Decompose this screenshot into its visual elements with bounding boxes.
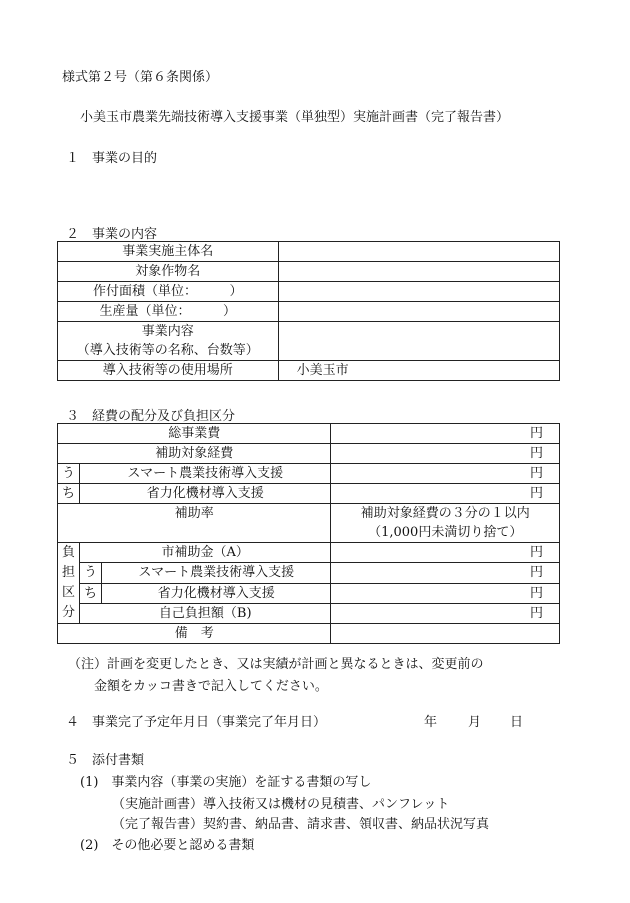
month-label: 月 [468, 715, 482, 730]
section2-heading: ２ 事業の内容 [66, 227, 158, 242]
row-label: 事業実施主体名 [58, 242, 279, 262]
yen-unit: 円 [331, 563, 560, 583]
year-label: 年 [424, 715, 438, 730]
rate-line1: 補助対象経費の３分の１以内 [360, 506, 530, 521]
row-label: 生産量（単位： ） [58, 302, 279, 322]
labor-label: 省力化機材導入支援 [102, 583, 331, 603]
table-row [58, 322, 560, 361]
yen-unit: 円 [331, 444, 560, 464]
yen-unit: 円 [331, 543, 560, 563]
burden-label [58, 543, 80, 624]
project-content-table [57, 241, 560, 381]
table-row [58, 262, 560, 282]
attachment-item-2: (2) その他必要と認める書類 [80, 838, 255, 853]
total-cost-label: 総事業費 [58, 424, 331, 444]
yen-unit: 円 [331, 603, 560, 623]
yen-unit: 円 [331, 484, 560, 504]
table-row [58, 603, 560, 623]
attachment-item-1: (1) 事業内容（事業の実施）を証する書類の写し [80, 775, 372, 790]
table-row [58, 424, 560, 444]
row-label-line1: 事業内容 [141, 324, 194, 339]
row-value [278, 282, 559, 302]
row-value [278, 262, 559, 282]
smart-label: スマート農業技術導入支援 [80, 464, 331, 484]
burden-char: 区 [62, 585, 76, 600]
section5-heading: ５ 添付書類 [66, 753, 145, 768]
row-value [278, 322, 559, 361]
table-row [58, 484, 560, 504]
cost-table [57, 423, 560, 644]
document-title: 小美玉市農業先端技術導入支援事業（単独型）実施計画書（完了報告書） [80, 110, 510, 125]
table-row [58, 361, 560, 381]
yen-unit: 円 [331, 464, 560, 484]
labor-label: 省力化機材導入支援 [80, 484, 331, 504]
u-label: う [80, 563, 102, 583]
section1-heading: １ 事業の目的 [66, 151, 158, 166]
attachment-item-1a: （実施計画書）導入技術又は機材の見積書、パンフレット [112, 797, 450, 812]
smart-label: スマート農業技術導入支援 [102, 563, 331, 583]
row-label: 導入技術等の使用場所 [58, 361, 279, 381]
remarks-label: 備 考 [58, 624, 331, 644]
rate-label: 補助率 [58, 504, 331, 543]
city-subsidy-label: 市補助金（A） [80, 543, 331, 563]
row-label: 対象作物名 [58, 262, 279, 282]
table-row [58, 282, 560, 302]
rate-line2: （1,000円未満切り捨て） [368, 525, 523, 540]
table-row [58, 444, 560, 464]
remarks-value [331, 624, 560, 644]
section3-heading: ３ 経費の配分及び負担区分 [66, 409, 236, 424]
burden-char: 分 [62, 605, 76, 620]
row-label: 作付面積（単位： ） [58, 282, 279, 302]
row-label [58, 322, 279, 361]
yen-unit: 円 [331, 424, 560, 444]
chi-label: ち [80, 583, 102, 603]
burden-char: 担 [62, 565, 76, 580]
row-label-line2: （導入技術等の名称、台数等） [76, 343, 259, 358]
table-row [58, 302, 560, 322]
chi-label: ち [58, 484, 80, 504]
table-row [58, 563, 560, 583]
subsidy-target-label: 補助対象経費 [58, 444, 331, 464]
yen-unit: 円 [331, 583, 560, 603]
table-row [58, 624, 560, 644]
row-value: 小美玉市 [278, 361, 559, 381]
row-value [278, 242, 559, 262]
table-row [58, 543, 560, 563]
note-line1: （注）計画を変更したとき、又は実績が計画と異なるときは、変更前の [68, 657, 484, 672]
section4-heading: ４ 事業完了予定年月日（事業完了年月日） [66, 715, 327, 730]
form-label: 様式第２号（第６条関係） [62, 70, 219, 85]
attachment-item-1b: （完了報告書）契約書、納品書、請求書、領収書、納品状況写真 [112, 817, 490, 832]
self-burden-label: 自己負担額（B) [80, 603, 331, 623]
table-row [58, 504, 560, 543]
burden-char: 負 [62, 545, 76, 560]
table-row [58, 464, 560, 484]
note-line2: 金額をカッコ書きで記入してください。 [94, 679, 328, 694]
row-value [278, 302, 559, 322]
table-row [58, 242, 560, 262]
table-row [58, 583, 560, 603]
u-label: う [58, 464, 80, 484]
day-label: 日 [510, 715, 524, 730]
rate-value [331, 504, 560, 543]
